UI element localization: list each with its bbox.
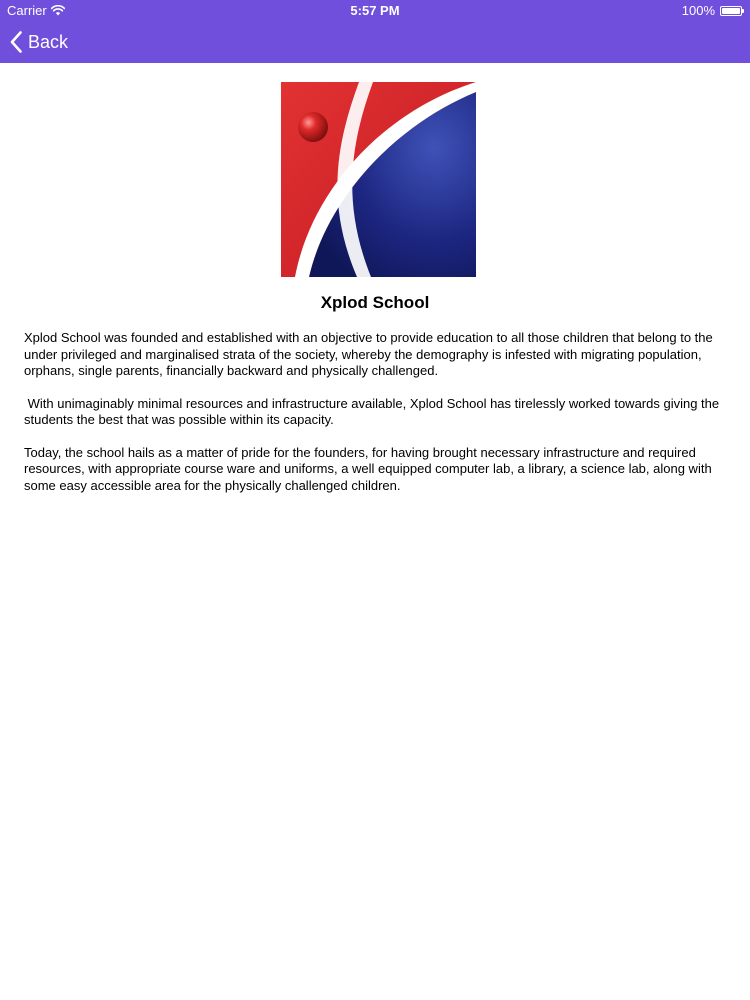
battery-fill — [722, 8, 740, 14]
school-logo — [281, 82, 476, 277]
school-description — [24, 330, 724, 510]
description-paragraph: Today, the school hails as a matter of pride for the founders, for having brought necessary infrastructure and required resources, with appropriate course ware and uniforms, a well equipped computer lab, a library, a science lab, along with some easy accessible area for the physically challenged children. — [24, 444, 716, 493]
status-bar — [0, 0, 750, 22]
battery-icon — [720, 6, 742, 16]
logo-red-ball — [298, 112, 328, 142]
navigation-bar — [0, 22, 750, 63]
battery-percent: 100% — [681, 3, 715, 18]
back-label: Back — [28, 31, 69, 52]
status-battery — [682, 3, 742, 18]
school-title: Xplod School — [320, 293, 430, 312]
chevron-left-icon — [10, 31, 22, 53]
carrier-label: Carrier — [7, 3, 47, 18]
description-paragraph: With unimaginably minimal resources and infrastructure available, Xplod School has tirelessly worked towards giving the students the best that was possible within its capacity. — [24, 395, 723, 427]
header — [0, 0, 750, 63]
status-time: 5:57 PM — [350, 3, 400, 18]
back-button[interactable] — [10, 28, 68, 56]
battery-cap — [742, 9, 744, 13]
description-paragraph: Xplod School was founded and established with an objective to provide education to all those children that belong to the under privileged and marginalised strata of the society, whereby the demography is infested with migrating population, orphans, single parents, financially backward and physically challenged. — [24, 330, 717, 378]
